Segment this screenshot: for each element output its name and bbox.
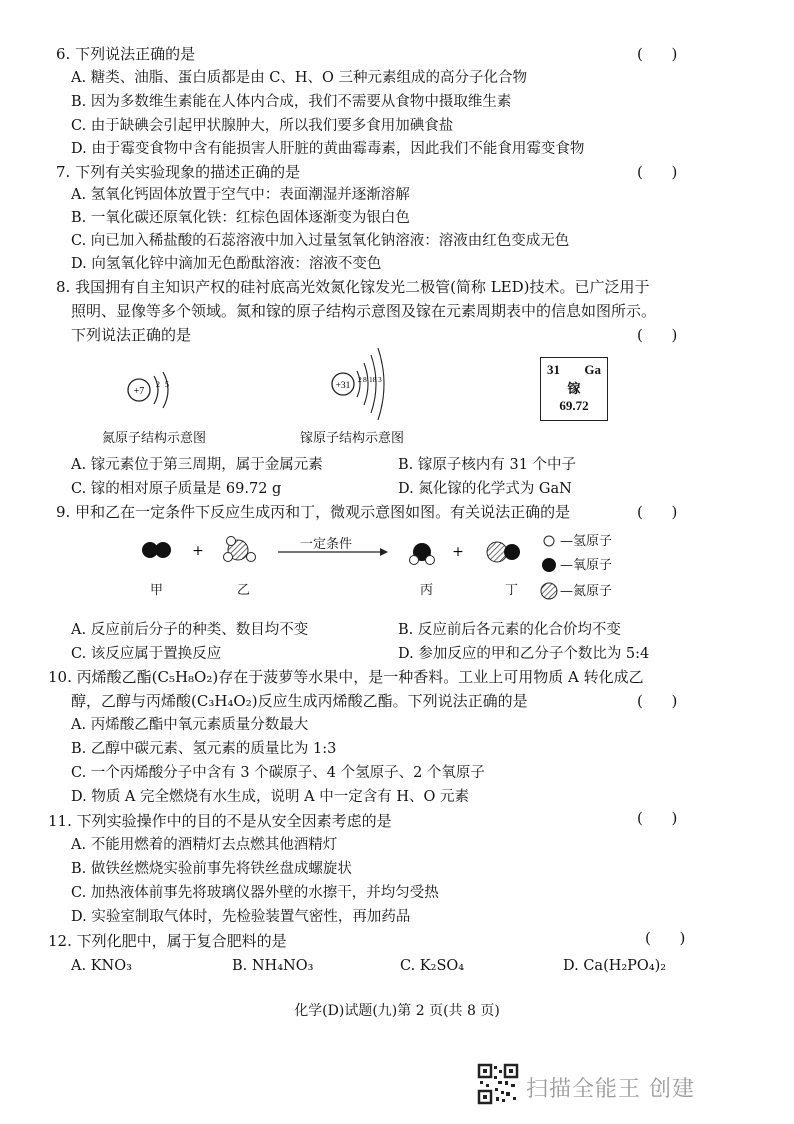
q8-option-a: A. 镓元素位于第三周期，属于金属元素 <box>71 457 323 473</box>
q7-option-b: B. 一氧化碳还原氧化铁：红棕色固体逐渐变为银白色 <box>71 210 410 226</box>
q12-answer-paren: ( ) <box>645 929 686 947</box>
nitrogen-shell-2-arc <box>163 372 168 408</box>
nitrogen-atom-diagram <box>120 362 190 422</box>
q12-option-c: C. K₂SO₄ <box>400 958 465 974</box>
gallium-symbol: Ga <box>584 362 601 377</box>
reactant-b-hydrogen-atom-2 <box>224 553 233 562</box>
q8-option-b: B. 镓原子核内有 31 个中子 <box>398 457 577 473</box>
page-footer: 化学(D)试题(九)第 2 页(共 8 页) <box>294 1003 500 1019</box>
q6-option-c: C. 由于缺碘会引起甲状腺肿大，所以我们要多食用加碘食盐 <box>71 118 454 134</box>
reactant-a-oxygen-atom-2 <box>155 542 171 558</box>
plus-sign-1: + <box>192 543 204 559</box>
q8-option-c: C. 镓的相对原子质量是 69.72 g <box>71 481 282 497</box>
q10-stem-line-1: 10. 丙烯酸乙酯(C₅H₈O₂)存在于菠萝等水果中，是一种香料。工业上可用物质 A 转化成乙 <box>48 668 644 686</box>
q10-answer-paren: ( ) <box>637 692 678 710</box>
gallium-shell-2-arc <box>364 363 368 405</box>
q6-stem: 6. 下列说法正确的是 <box>56 45 196 63</box>
q12-option-d: D. Ca(H₂PO₄)₂ <box>563 958 667 974</box>
q10-stem-line-2: 醇，乙醇与丙烯酸(C₃H₄O₂)反应生成丙烯酸乙酯。下列说法正确的是 <box>71 692 528 710</box>
q8-stem-line-3: 下列说法正确的是 <box>71 326 192 344</box>
legend-oxygen-icon <box>542 558 556 572</box>
nitrogen-shell-2-count: 5 <box>165 380 169 389</box>
q11-option-d: D. 实验室制取气体时，先检验装置气密性，再加药品 <box>71 909 411 925</box>
q9-option-a: A. 反应前后分子的种类、数目均不变 <box>71 622 309 638</box>
q8-stem-line-2: 照明、显像等多个领域。氮和镓的原子结构示意图及镓在元素周期表中的信息如图所示。 <box>71 302 657 320</box>
nitrogen-shell-1-count: 2 <box>156 380 160 389</box>
gallium-nucleus-label: +31 <box>335 381 351 391</box>
q8-option-d: D. 氮化镓的化学式为 GaN <box>398 481 572 497</box>
q7-stem: 7. 下列有关实验现象的描述正确的是 <box>56 163 301 181</box>
legend-hydrogen-icon <box>544 536 554 546</box>
product-c-hydrogen-atom-1 <box>410 556 419 565</box>
q8-answer-paren: ( ) <box>637 326 678 344</box>
gallium-atom-diagram <box>325 345 395 425</box>
q11-option-a: A. 不能用燃着的酒精灯去点燃其他酒精灯 <box>71 837 338 853</box>
q9-option-d: D. 参加反应的甲和乙分子个数比为 5:4 <box>398 646 650 662</box>
nitrogen-nucleus-label: +7 <box>133 386 145 397</box>
legend-oxygen-label: —氧原子 <box>560 558 613 573</box>
q6-option-d: D. 由于霉变食物中含有能损害人肝脏的黄曲霉毒素，因此我们不能食用霉变食物 <box>71 141 585 157</box>
gallium-shell-4-arc <box>378 348 384 420</box>
q6-option-a: A. 糖类、油脂、蛋白质都是由 C、H、O 三种元素组成的高分子化合物 <box>71 70 528 86</box>
q6-answer-paren: ( ) <box>637 45 678 63</box>
q11-answer-paren: ( ) <box>637 809 678 827</box>
gallium-diagram-caption: 镓原子结构示意图 <box>300 431 405 446</box>
nitrogen-diagram-caption: 氮原子结构示意图 <box>102 431 207 446</box>
q9-answer-paren: ( ) <box>637 503 678 521</box>
reaction-arrow-head <box>380 548 388 556</box>
plus-sign-2: + <box>452 544 464 560</box>
gallium-atomic-mass: 69.72 <box>559 398 589 413</box>
gallium-shell-3-arc <box>371 355 376 413</box>
gallium-shell-3-count: 18 <box>369 375 377 384</box>
gallium-shell-2-count: 8 <box>363 375 367 384</box>
q7-option-a: A. 氢氧化钙固体放置于空气中：表面潮湿并逐渐溶解 <box>71 187 410 203</box>
q11-stem: 11. 下列实验操作中的目的不是从安全因素考虑的是 <box>48 812 392 830</box>
product-d-oxygen-atom <box>504 544 520 560</box>
label-bing: 丙 <box>420 583 434 598</box>
product-c-hydrogen-atom-2 <box>426 556 435 565</box>
q7-option-d: D. 向氢氧化锌中滴加无色酚酞溶液：溶液不变色 <box>71 256 382 272</box>
q7-answer-paren: ( ) <box>637 163 678 181</box>
q10-option-d: D. 物质 A 完全燃烧有水生成，说明 A 中一定含有 H、O 元素 <box>71 789 469 805</box>
q11-option-b: B. 做铁丝燃烧实验前事先将铁丝盘成螺旋状 <box>71 861 352 877</box>
atom-legend-symbols <box>540 533 560 603</box>
gallium-shell-1-count: 2 <box>358 375 362 384</box>
legend-nitrogen-label: —氮原子 <box>560 584 613 599</box>
label-ding: 丁 <box>505 583 519 598</box>
legend-nitrogen-icon <box>541 583 557 599</box>
gallium-shell-4-count: 3 <box>378 375 382 384</box>
q12-option-a: A. KNO₃ <box>71 958 132 974</box>
q6-option-b: B. 因为多数维生素能在人体内合成，我们不需要从食物中摄取维生素 <box>71 94 512 110</box>
q9-stem: 9. 甲和乙在一定条件下反应生成丙和丁，微观示意图如图。有关说法正确的是 <box>56 503 571 521</box>
gallium-name: 镓 <box>567 381 581 396</box>
gallium-atomic-number: 31 <box>547 362 560 377</box>
q9-option-b: B. 反应前后各元素的化合价均不变 <box>398 622 621 638</box>
label-jia: 甲 <box>150 583 164 598</box>
q12-stem: 12. 下列化肥中，属于复合肥料的是 <box>48 932 287 950</box>
reactant-b-hydrogen-atom-3 <box>247 553 256 562</box>
reactant-b-hydrogen-atom-1 <box>227 537 236 546</box>
q10-option-b: B. 乙醇中碳元素、氢元素的质量比为 1:3 <box>71 741 337 757</box>
reaction-condition-label: 一定条件 <box>300 537 353 552</box>
q9-option-c: C. 该反应属于置换反应 <box>71 646 222 662</box>
watermark-text: 扫描全能王 创建 <box>526 1077 695 1102</box>
q11-option-c: C. 加热液体前事先将玻璃仪器外壁的水擦干，并均匀受热 <box>71 885 439 901</box>
q12-option-b: B. NH₄NO₃ <box>232 958 314 974</box>
q10-option-a: A. 丙烯酸乙酯中氧元素质量分数最大 <box>71 717 309 733</box>
q10-option-c: C. 一个丙烯酸分子中含有 3 个碳原子、4 个氢原子、2 个氧原子 <box>71 765 485 781</box>
q7-option-c: C. 向已加入稀盐酸的石蕊溶液中加入过量氢氧化钠溶液：溶液由红色变成无色 <box>71 233 570 249</box>
gallium-periodic-cell <box>540 357 608 421</box>
q8-stem-line-1: 8. 我国拥有自主知识产权的硅衬底高光效氮化镓发光二极管(简称 LED)技术。已广泛用于 <box>56 278 650 296</box>
label-yi: 乙 <box>237 583 251 598</box>
legend-hydrogen-label: —氢原子 <box>560 534 613 549</box>
qr-code-icon <box>478 1064 518 1104</box>
